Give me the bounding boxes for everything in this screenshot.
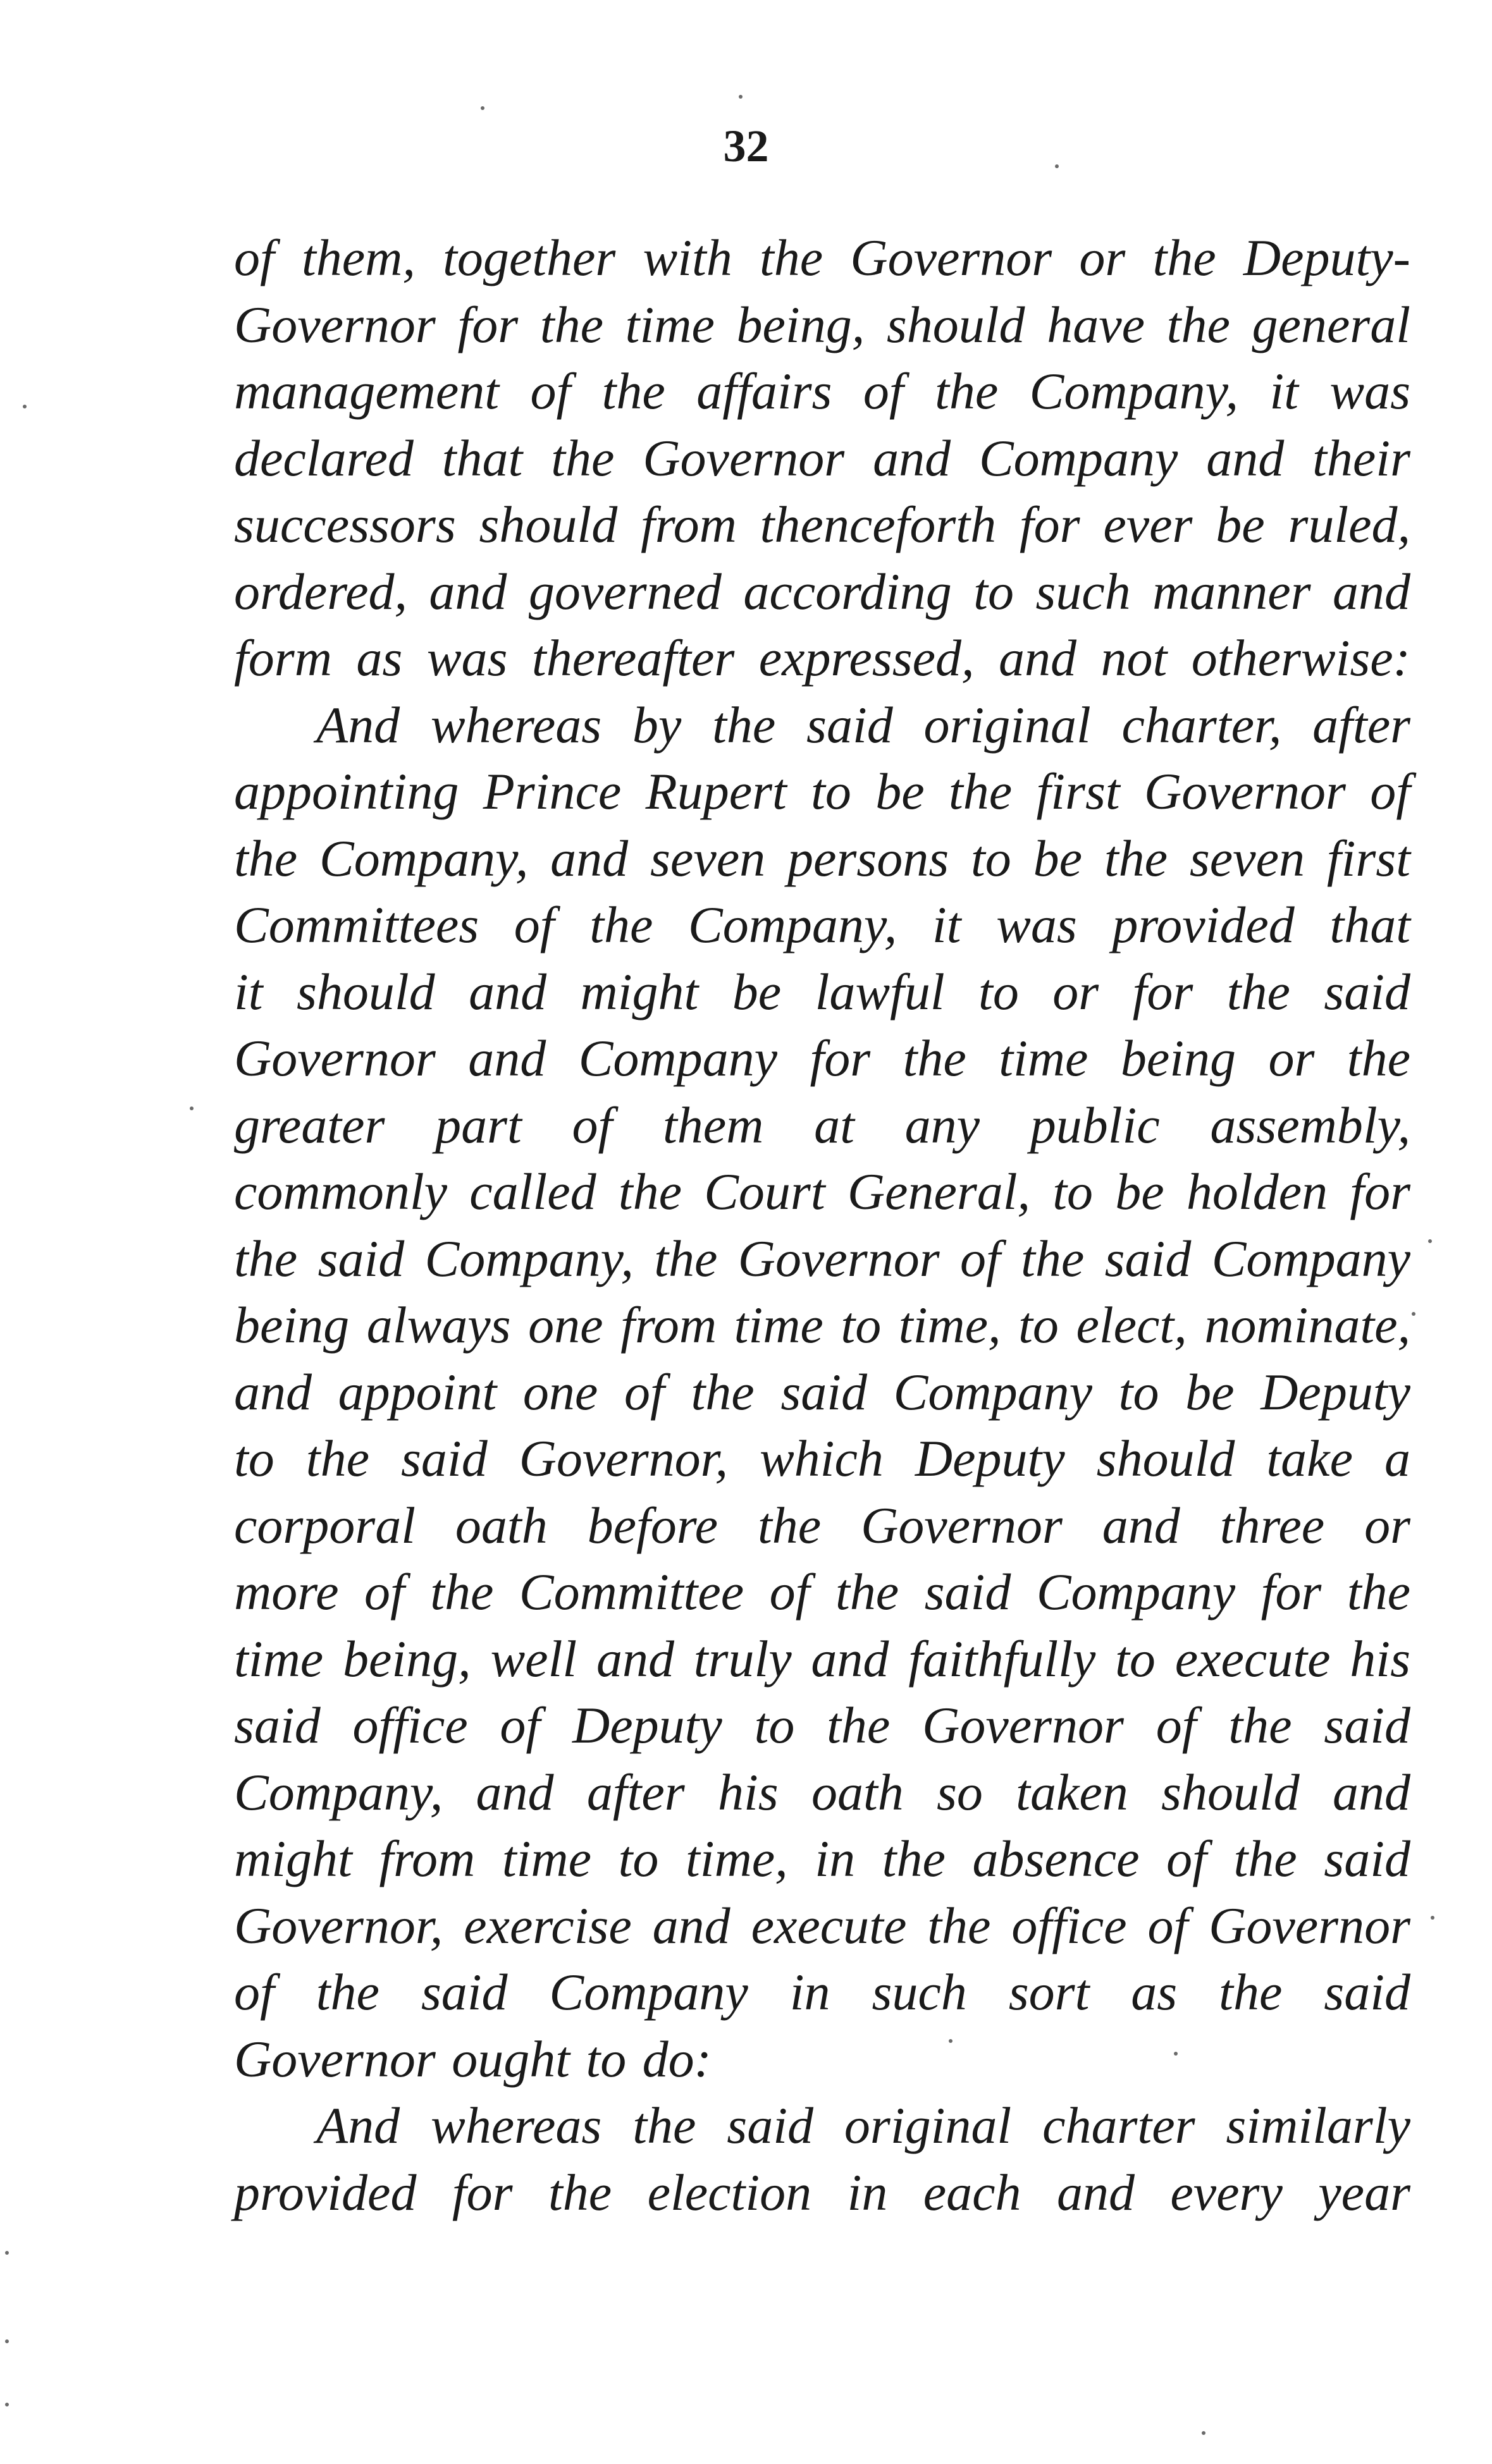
text-line: corporal oath before the Governor and three or [234,1496,1410,1554]
text-line: commonly called the Court General, to be holden for [234,1163,1410,1220]
text-line: greater part of them at any public assembly, [234,1096,1410,1154]
text-line: Governor, exercise and execute the office of Governor [234,1896,1410,1954]
text-line: provided for the election in each and every year [234,2163,1410,2221]
text-line: the Company, and seven persons to be the seven first [234,829,1410,887]
text-line: ordered, and governed according to such manner and [234,562,1410,620]
text-line: And whereas by the said original charter, after [316,696,1410,754]
text-line: time being, well and truly and faithfully to execute his [234,1629,1410,1688]
scan-speck [5,2339,9,2343]
text-line: management of the affairs of the Company, it was [234,362,1410,420]
text-line: Governor for the time being, should have the general [234,295,1410,353]
body-text [234,224,1410,2226]
text-line: And whereas the said original charter similarly [316,2097,1410,2154]
scan-speck [1412,1312,1415,1316]
text-line: it should and might be lawful to or for the said [234,962,1410,1021]
scan-speck [5,2251,9,2255]
scan-speck [1202,2431,1205,2435]
text-line: Governor ought to do: [234,2030,712,2088]
text-line: successors should from thenceforth for ever be ruled, [234,496,1410,553]
text-line: appointing Prince Rupert to be the first Governor of [234,763,1410,820]
text-line: said office of Deputy to the Governor of the said [234,1696,1410,1754]
text-line: form as was thereafter expressed, and not otherwise: [234,629,1410,687]
scan-speck [739,95,743,99]
text-line: Committees of the Company, it was provided that [234,896,1410,953]
scan-speck [949,2039,953,2043]
text-line: Company, and after his oath so taken should and [234,1763,1410,1821]
scan-speck [1431,1916,1434,1920]
text-line: might from time to time, in the absence of the said [234,1830,1410,1887]
scan-speck [190,1106,194,1110]
scan-speck [481,106,484,110]
scan-speck [5,2403,9,2406]
scan-speck [1428,1239,1432,1243]
text-line: declared that the Governor and Company and their [234,429,1410,487]
text-line: to the said Governor, which Deputy should take a [234,1430,1410,1487]
text-line: more of the Committee of the said Company for the [234,1563,1410,1621]
text-line: the said Company, the Governor of the said Company [234,1229,1410,1287]
page-number: 32 [723,121,769,171]
text-line: of the said Company in such sort as the said [234,1963,1410,2021]
text-line: Governor and Company for the time being or the [234,1029,1410,1087]
text-line: and appoint one of the said Company to be Deputy [234,1363,1410,1421]
scan-speck [1174,2052,1178,2056]
text-line: being always one from time to time, to elect, nominate, [234,1296,1410,1354]
text-line: of them, together with the Governor or the Deputy- [234,229,1410,286]
scan-speck [1055,164,1059,168]
scan-speck [23,405,27,408]
